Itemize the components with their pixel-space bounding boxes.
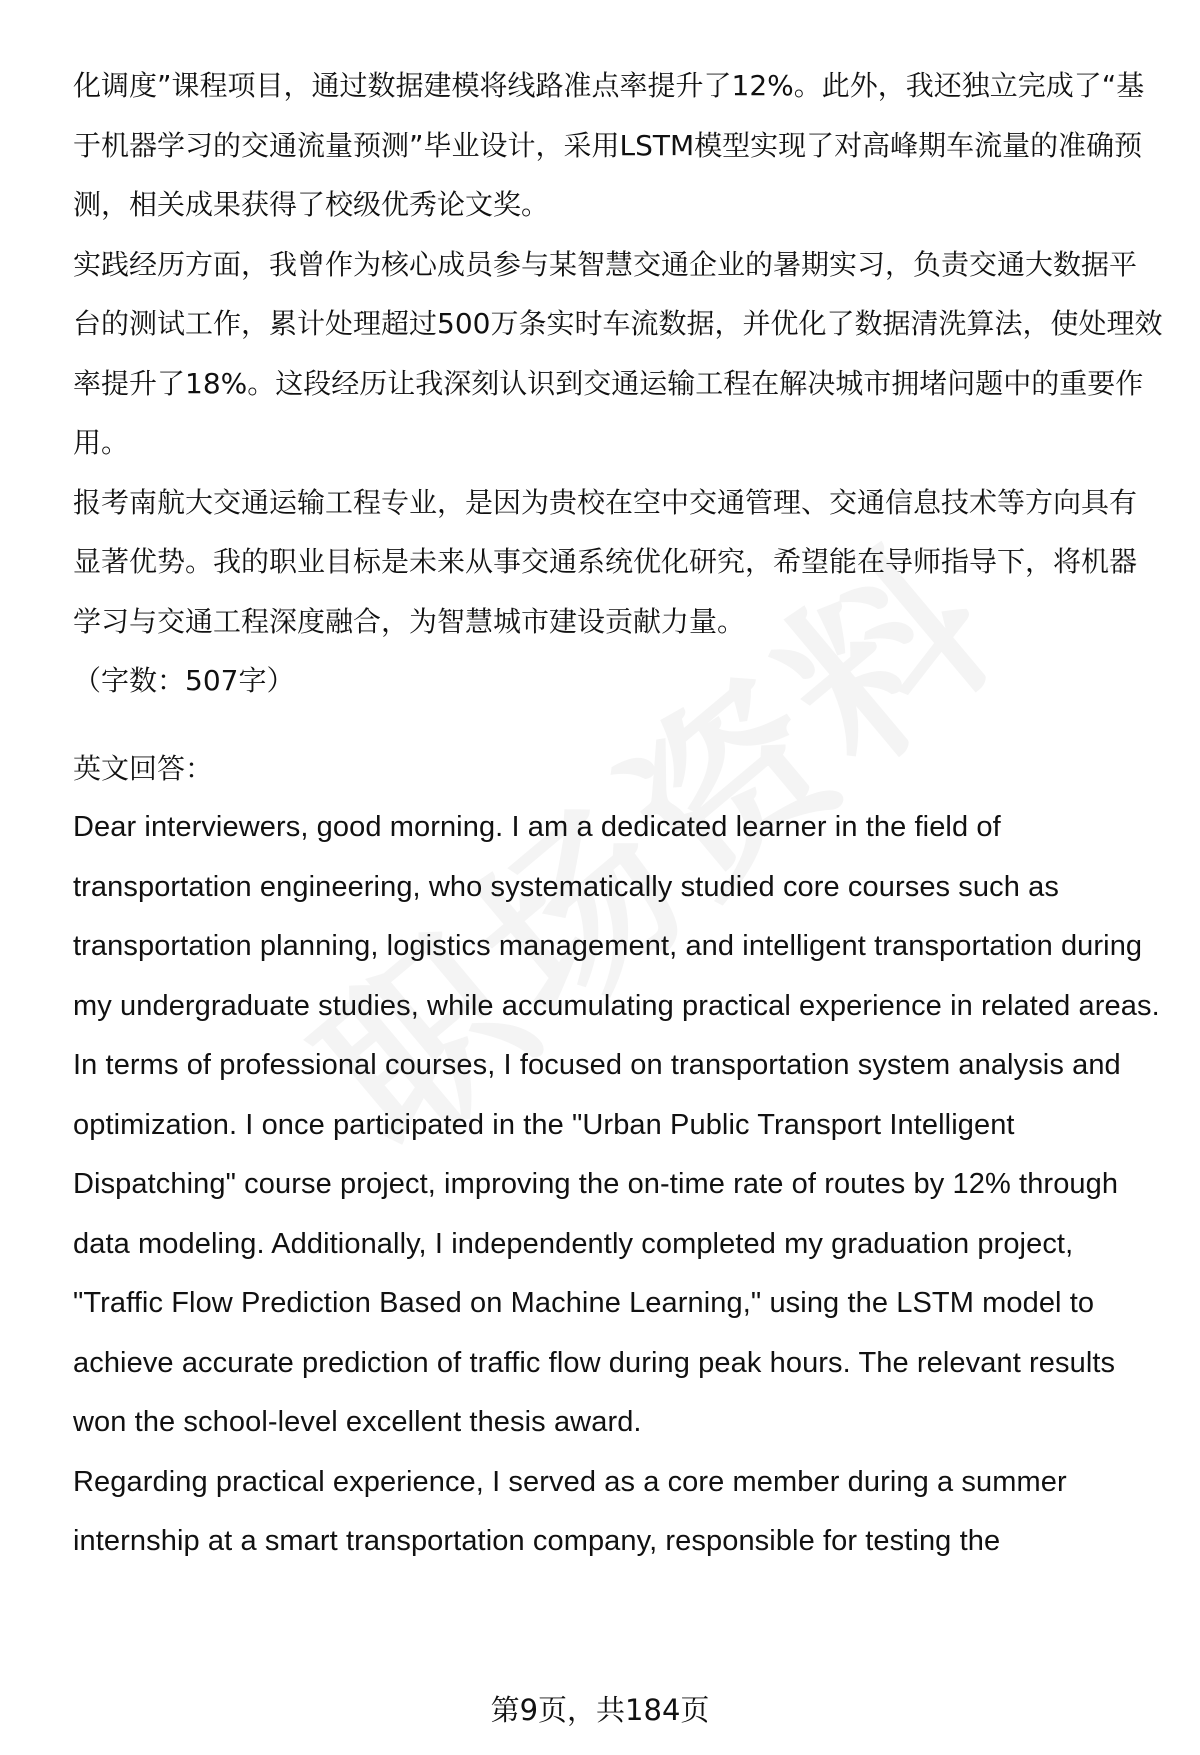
document-body bbox=[73, 56, 1163, 1572]
cn-paragraph-1: 化调度”课程项目，通过数据建模将线路准点率提升了12%。此外，我还独立完成了“基于机器学习的交通流量预测”毕业设计，采用LSTM模型实现了对高峰期车流量的准确预测，相关成果获得了校级优秀论文奖。 bbox=[73, 69, 1145, 221]
en-paragraph-1: Dear interviewers, good morning. I am a dedicated learner in the field of transportation engineering, who systematically studied core courses such as transportation planning, logistics management, and intelligent transportation during my undergraduate studies, while accumulating practical experience in related areas. bbox=[73, 811, 1160, 1022]
page-footer bbox=[0, 1690, 1200, 1730]
cn-paragraph-2: 实践经历方面，我曾作为核心成员参与某智慧交通企业的暑期实习，负责交通大数据平台的测试工作，累计处理超过500万条实时车流数据，并优化了数据清洗算法，使处理效率提升了18%。这段经历让我深刻认识到交通运输工程在解决城市拥堵问题中的重要作用。 bbox=[73, 247, 1163, 459]
section-gap bbox=[73, 711, 1163, 739]
word-count: （字数：507字） bbox=[73, 664, 295, 697]
english-answer-heading: 英文回答： bbox=[73, 751, 214, 785]
cn-paragraph-3: 报考南航大交通运输工程专业，是因为贵校在空中交通管理、交通信息技术等方向具有显著优势。我的职业目标是未来从事交通系统优化研究，希望能在导师指导下，将机器学习与交通工程深度融合，为智慧城市建设贡献力量。 bbox=[73, 485, 1138, 638]
en-paragraph-2: In terms of professional courses, I focused on transportation system analysis and optimization. I once participated in the "Urban Public Transport Intelligent Dispatching" course project, improving the on-time rate of routes by 12% through data modeling. Additionally, I independently completed my graduation project, "Traffic Flow Prediction Based on Machine Learning," using the LSTM model to achieve accurate prediction of traffic flow during peak hours. The relevant results won the school-level excellent thesis award. bbox=[73, 1049, 1121, 1438]
en-paragraph-3: Regarding practical experience, I served as a core member during a summer internship at a smart transportation company, responsible for testing the bbox=[73, 1465, 1067, 1557]
page-number: 第9页，共184页 bbox=[490, 1693, 710, 1727]
